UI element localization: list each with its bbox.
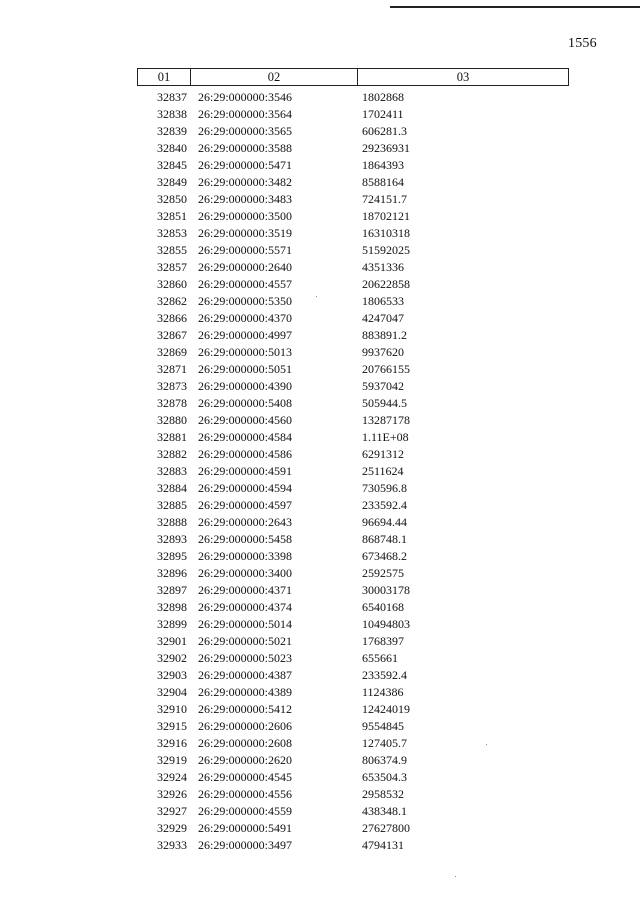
cell-col-02: 26:29:000000:5350 [198,294,293,308]
cell-col-01: 32933 [157,838,187,852]
cell-col-02: 26:29:000000:3400 [198,566,293,580]
top-rule [390,6,640,8]
cell-col-02: 26:29:000000:5491 [198,821,293,835]
table-row [0,412,640,429]
cell-col-01: 32903 [157,668,187,682]
cell-col-01: 32885 [157,498,187,512]
cell-col-03: 1124386 [362,685,404,699]
cell-col-03: 655661 [362,651,398,665]
cell-col-02: 26:29:000000:5471 [198,158,293,172]
cell-col-02: 26:29:000000:5458 [198,532,293,546]
cell-col-03: 4351336 [362,260,404,274]
cell-col-02: 26:29:000000:5013 [198,345,293,359]
cell-col-02: 26:29:000000:5021 [198,634,293,648]
cell-col-03: 653504.3 [362,770,407,784]
cell-col-03: 1806533 [362,294,404,308]
cell-col-03: 16310318 [362,226,410,240]
cell-col-03: 868748.1 [362,532,407,546]
cell-col-03: 10494803 [362,617,410,631]
cell-col-03: 2958532 [362,787,404,801]
cell-col-01: 32845 [157,158,187,172]
cell-col-01: 32837 [157,90,187,104]
cell-col-01: 32873 [157,379,187,393]
table-row [0,752,640,769]
cell-col-02: 26:29:000000:4557 [198,277,293,291]
table-row [0,293,640,310]
cell-col-01: 32855 [157,243,187,257]
table-row [0,463,640,480]
cell-col-03: 1702411 [362,107,404,121]
table-row [0,718,640,735]
cell-col-03: 438348.1 [362,804,407,818]
cell-col-01: 32888 [157,515,187,529]
cell-col-01: 32902 [157,651,187,665]
cell-col-03: 27627800 [362,821,410,835]
cell-col-03: 883891.2 [362,328,407,342]
table-row [0,259,640,276]
cell-col-01: 32850 [157,192,187,206]
cell-col-03: 1.11E+08 [362,430,409,444]
table-header [137,68,569,86]
cell-col-01: 32849 [157,175,187,189]
table-row [0,667,640,684]
cell-col-02: 26:29:000000:3483 [198,192,293,206]
cell-col-01: 32881 [157,430,187,444]
header-col-02: 02 [267,70,281,84]
cell-col-02: 26:29:000000:4370 [198,311,293,325]
cell-col-02: 26:29:000000:4560 [198,413,293,427]
cell-col-02: 26:29:000000:2606 [198,719,293,733]
cell-col-01: 32878 [157,396,187,410]
table-row [0,123,640,140]
cell-col-02: 26:29:000000:5571 [198,243,293,257]
cell-col-02: 26:29:000000:4591 [198,464,293,478]
table-row [0,582,640,599]
table-row [0,106,640,123]
table-row [0,89,640,106]
cell-col-01: 32899 [157,617,187,631]
table-row [0,361,640,378]
cell-col-02: 26:29:000000:5014 [198,617,293,631]
table-row [0,735,640,752]
table-row [0,820,640,837]
cell-col-01: 32924 [157,770,187,784]
table-row [0,769,640,786]
cell-col-01: 32926 [157,787,187,801]
cell-col-03: 9554845 [362,719,404,733]
cell-col-01: 32871 [157,362,187,376]
table-row [0,242,640,259]
cell-col-02: 26:29:000000:4997 [198,328,293,342]
table-row [0,276,640,293]
cell-col-02: 26:29:000000:4389 [198,685,293,699]
table-row [0,429,640,446]
cell-col-01: 32893 [157,532,187,546]
cell-col-01: 32915 [157,719,187,733]
cell-col-03: 51592025 [362,243,410,257]
cell-col-03: 18702121 [362,209,410,223]
cell-col-03: 1802868 [362,90,404,104]
cell-col-02: 26:29:000000:3564 [198,107,293,121]
cell-col-02: 26:29:000000:4390 [198,379,293,393]
cell-col-01: 32838 [157,107,187,121]
cell-col-01: 32882 [157,447,187,461]
table-row [0,786,640,803]
cell-col-02: 26:29:000000:5408 [198,396,293,410]
cell-col-01: 32840 [157,141,187,155]
table-row [0,225,640,242]
cell-col-03: 30003178 [362,583,410,597]
cell-col-03: 2511624 [362,464,404,478]
cell-col-01: 32857 [157,260,187,274]
cell-col-02: 26:29:000000:4586 [198,447,293,461]
table-row [0,327,640,344]
cell-col-03: 730596.8 [362,481,407,495]
cell-col-01: 32897 [157,583,187,597]
cell-col-02: 26:29:000000:5023 [198,651,293,665]
table-row [0,803,640,820]
header-col-01: 01 [157,70,171,84]
cell-col-03: 806374.9 [362,753,407,767]
cell-col-03: 1864393 [362,158,404,172]
cell-col-03: 9937620 [362,345,404,359]
table-row [0,310,640,327]
cell-col-02: 26:29:000000:4371 [198,583,293,597]
cell-col-01: 32901 [157,634,187,648]
cell-col-02: 26:29:000000:4597 [198,498,293,512]
cell-col-02: 26:29:000000:3500 [198,209,293,223]
cell-col-01: 32851 [157,209,187,223]
cell-col-01: 32862 [157,294,187,308]
cell-col-02: 26:29:000000:4545 [198,770,293,784]
table-row [0,650,640,667]
table-row [0,701,640,718]
cell-col-02: 26:29:000000:3482 [198,175,293,189]
cell-col-03: 20622858 [362,277,410,291]
scan-speck [486,744,487,745]
cell-col-03: 2592575 [362,566,404,580]
table-row [0,837,640,854]
cell-col-03: 29236931 [362,141,410,155]
cell-col-01: 32904 [157,685,187,699]
scan-speck [455,876,456,877]
table-row [0,684,640,701]
table-row [0,446,640,463]
cell-col-01: 32898 [157,600,187,614]
cell-col-01: 32867 [157,328,187,342]
table-row [0,378,640,395]
cell-col-02: 26:29:000000:5412 [198,702,293,716]
cell-col-01: 32860 [157,277,187,291]
cell-col-03: 6540168 [362,600,404,614]
cell-col-02: 26:29:000000:4584 [198,430,293,444]
cell-col-03: 673468.2 [362,549,407,563]
cell-col-02: 26:29:000000:3497 [198,838,293,852]
table-row [0,208,640,225]
table-row [0,616,640,633]
cell-col-02: 26:29:000000:3546 [198,90,293,104]
cell-col-01: 32884 [157,481,187,495]
cell-col-02: 26:29:000000:4594 [198,481,293,495]
table-row [0,548,640,565]
cell-col-02: 26:29:000000:4559 [198,804,293,818]
cell-col-03: 4247047 [362,311,404,325]
table-row [0,599,640,616]
cell-col-01: 32910 [157,702,187,716]
cell-col-03: 505944.5 [362,396,407,410]
cell-col-01: 32839 [157,124,187,138]
cell-col-02: 26:29:000000:5051 [198,362,293,376]
cell-col-01: 32929 [157,821,187,835]
cell-col-03: 606281.3 [362,124,407,138]
cell-col-03: 13287178 [362,413,410,427]
cell-col-01: 32880 [157,413,187,427]
cell-col-01: 32916 [157,736,187,750]
table-row [0,344,640,361]
cell-col-02: 26:29:000000:3519 [198,226,293,240]
cell-col-01: 32896 [157,566,187,580]
cell-col-02: 26:29:000000:2608 [198,736,293,750]
cell-col-03: 12424019 [362,702,410,716]
cell-col-01: 32883 [157,464,187,478]
table-row [0,514,640,531]
cell-col-02: 26:29:000000:2620 [198,753,293,767]
cell-col-01: 32927 [157,804,187,818]
cell-col-03: 724151.7 [362,192,407,206]
table-row [0,157,640,174]
table-row [0,140,640,157]
cell-col-01: 32866 [157,311,187,325]
cell-col-03: 233592.4 [362,668,407,682]
cell-col-03: 4794131 [362,838,404,852]
cell-col-02: 26:29:000000:3588 [198,141,293,155]
scan-speck [316,296,317,297]
cell-col-02: 26:29:000000:4374 [198,600,293,614]
cell-col-03: 6291312 [362,447,404,461]
table-row [0,191,640,208]
cell-col-01: 32919 [157,753,187,767]
header-col-03: 03 [456,70,470,84]
cell-col-03: 233592.4 [362,498,407,512]
cell-col-02: 26:29:000000:2640 [198,260,293,274]
cell-col-03: 5937042 [362,379,404,393]
cell-col-02: 26:29:000000:4387 [198,668,293,682]
page-number: 1556 [568,36,597,51]
cell-col-03: 127405.7 [362,736,407,750]
cell-col-01: 32853 [157,226,187,240]
cell-col-02: 26:29:000000:4556 [198,787,293,801]
cell-col-03: 96694.44 [362,515,407,529]
table-body [0,89,640,854]
cell-col-02: 26:29:000000:3565 [198,124,293,138]
table-row [0,395,640,412]
cell-col-01: 32895 [157,549,187,563]
cell-col-02: 26:29:000000:3398 [198,549,293,563]
table-row [0,480,640,497]
table-row [0,174,640,191]
cell-col-03: 8588164 [362,175,404,189]
table-row [0,633,640,650]
table-row [0,497,640,514]
cell-col-01: 32869 [157,345,187,359]
table-row [0,531,640,548]
cell-col-02: 26:29:000000:2643 [198,515,293,529]
cell-col-03: 1768397 [362,634,404,648]
cell-col-03: 20766155 [362,362,410,376]
table-row [0,565,640,582]
